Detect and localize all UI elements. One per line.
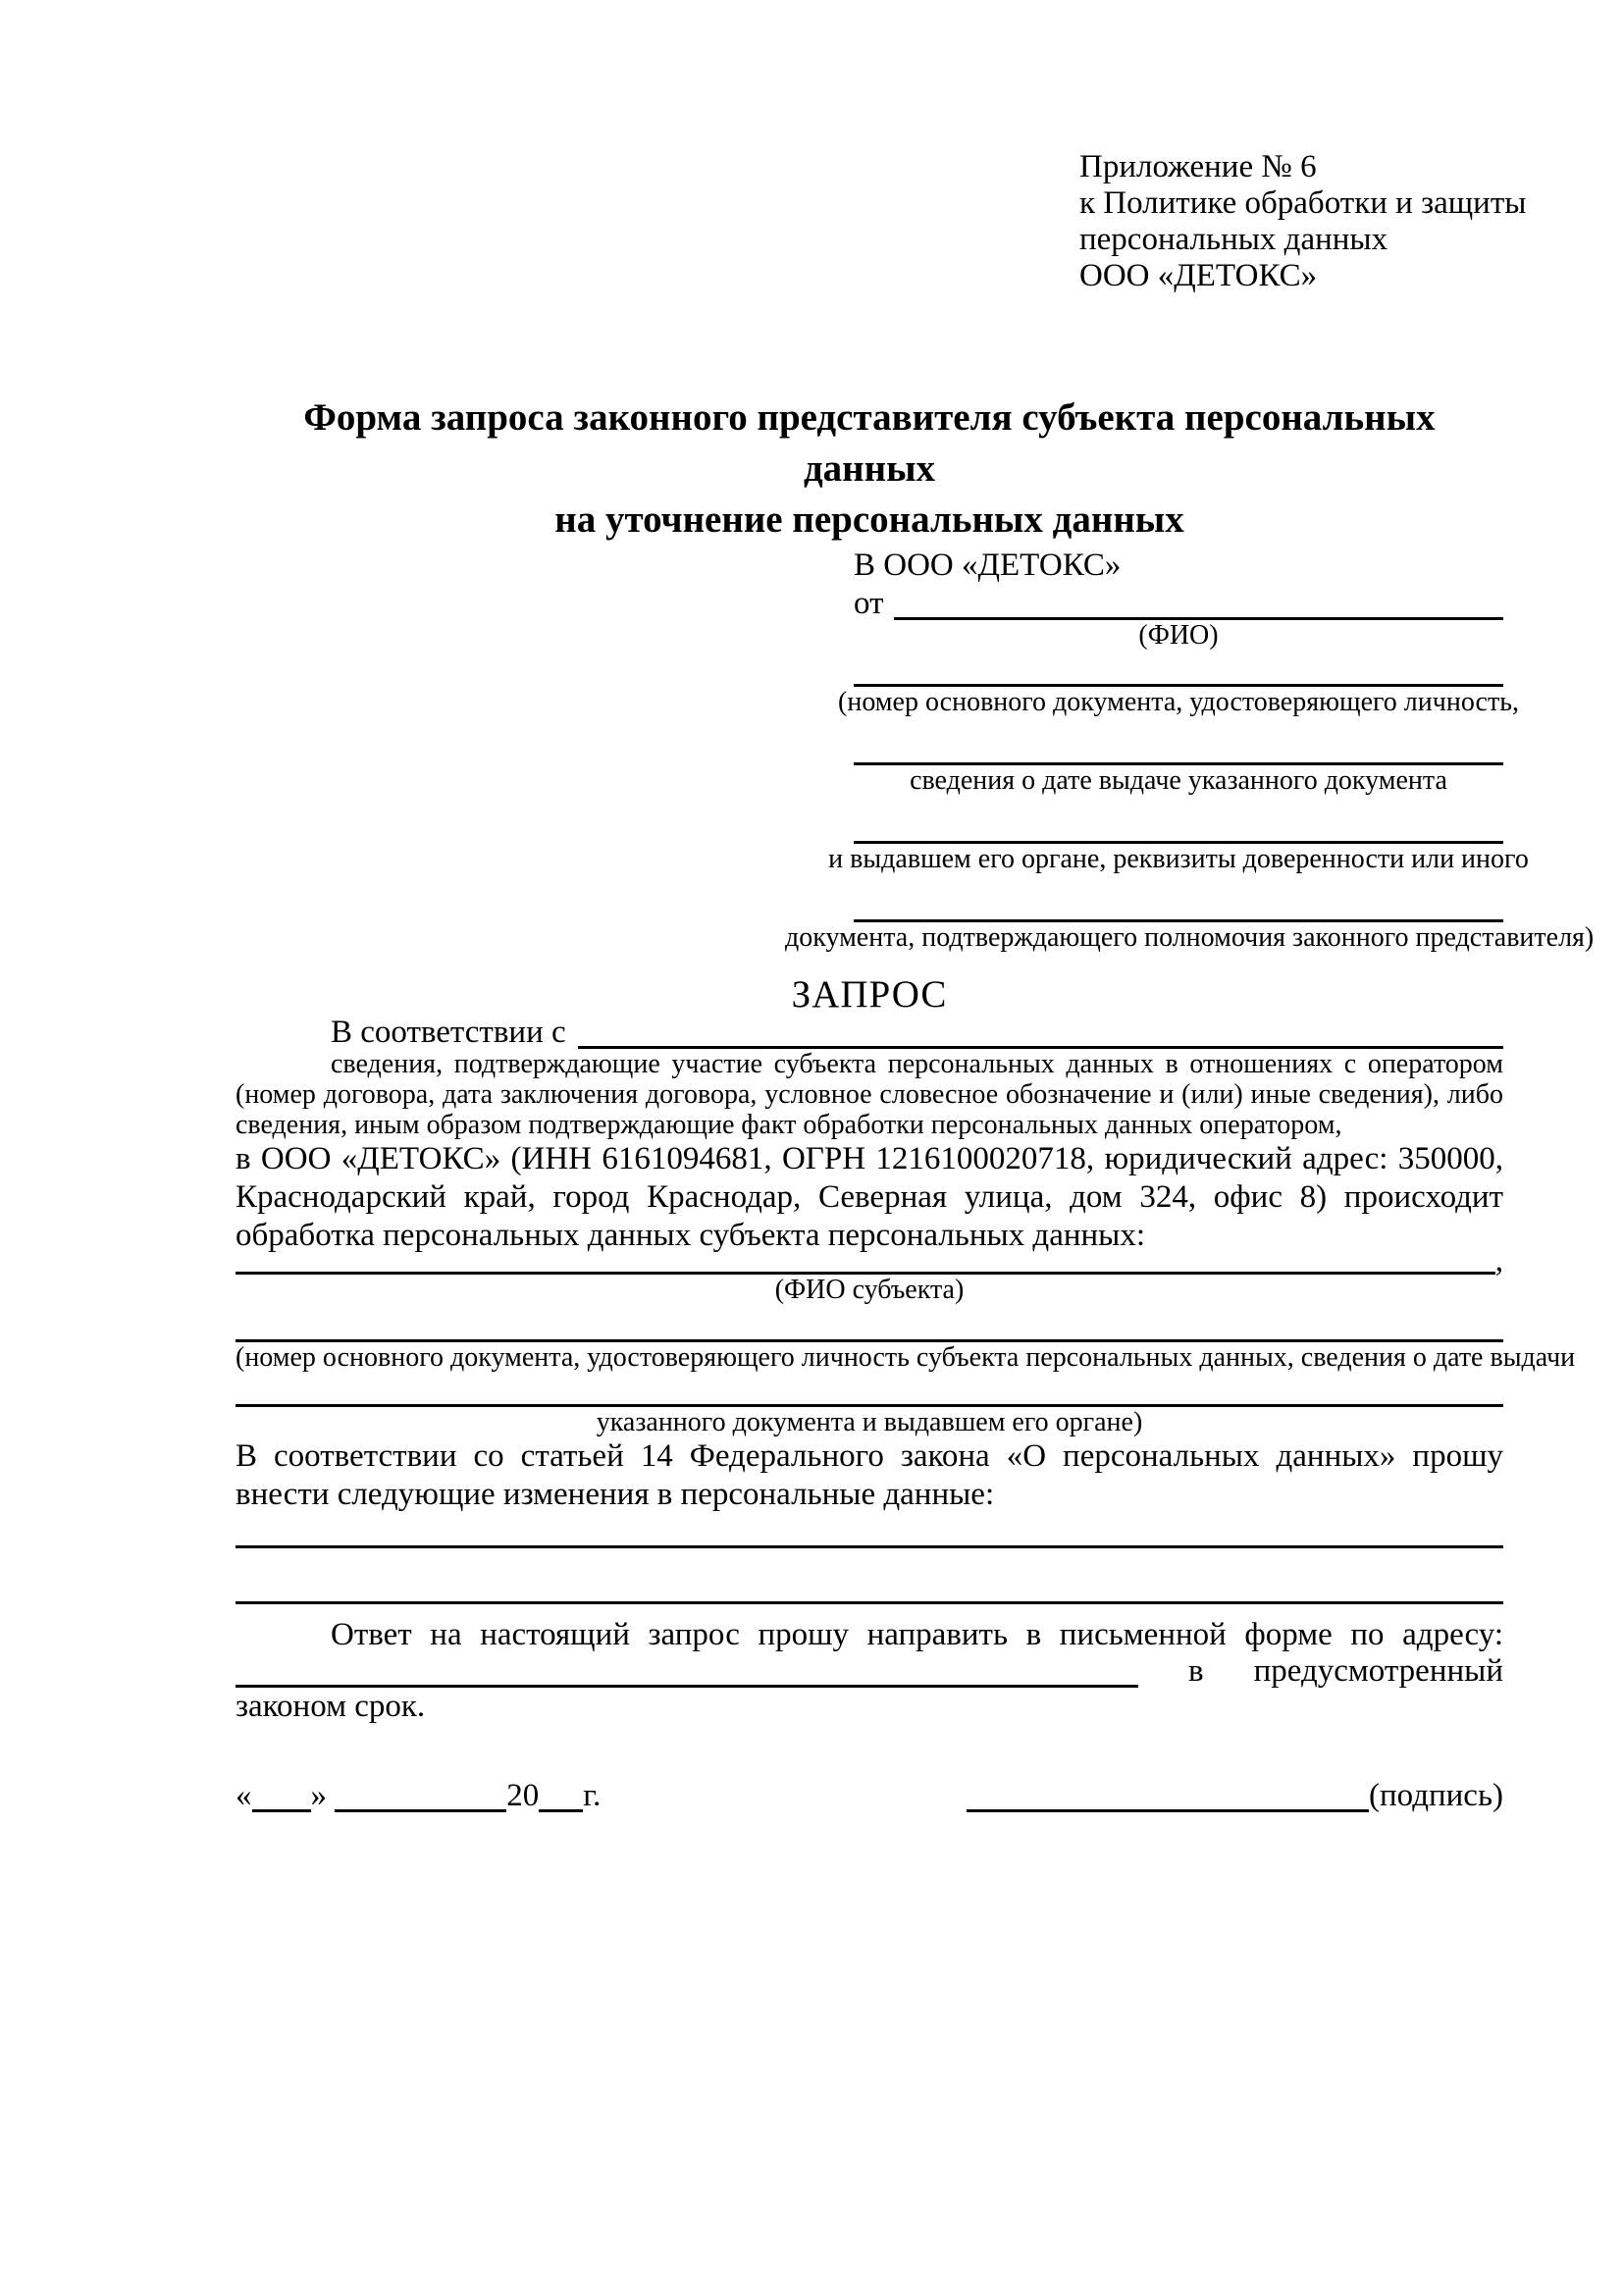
spacer (327, 1780, 335, 1812)
year-blank-line (539, 1809, 583, 1812)
operator-paragraph: в ООО «ДЕТОКС» (ИНН 6161094681, ОГРН 1216100020718, юридический адрес: 350000, Краснодарский край, город Краснодар, Северная улица, дом 324, офис 8) происходит обработка персональных данных субъекта персональных данных: (236, 1141, 1503, 1253)
addressee-block (785, 546, 1595, 953)
from-field (854, 585, 1503, 620)
blank-field-line (854, 796, 1503, 844)
form-title-line: на уточнение персональных данных (554, 498, 1184, 541)
blank-field-line (854, 717, 1503, 765)
appendix-line: ООО «ДЕТОКС» (1079, 258, 1318, 293)
signature-blank-line (967, 1809, 1369, 1812)
quote-close: » (310, 1778, 327, 1813)
addressee-organization: В ООО «ДЕТОКС» (854, 548, 1122, 583)
signature-caption: (подпись) (1369, 1778, 1503, 1813)
intro-footnote: сведения, подтверждающие участие субъекта персональных данных в отношениях с оператором (номер договора, дата заключения договора, условное словесное обозначение и (или) иные сведения), либо сведения, иным образом подтверждающие факт обработки персональных данных оператором, (236, 1049, 1503, 1140)
blank-field-line (236, 1548, 1503, 1604)
field-caption: и выдавшем его органе, реквизиты доверенности или иного (828, 844, 1529, 874)
reply-address-field (236, 1654, 1503, 1688)
field-caption: (номер основного документа, удостоверяющего личность субъекта персональных данных, сведения о дате выдачи (236, 1342, 1576, 1373)
appendix-line: Приложение № 6 (1079, 149, 1317, 184)
field-caption: сведения о дате выдаче указанного документа (910, 765, 1447, 796)
blank-field-line (236, 1373, 1503, 1407)
appendix-line: к Политике обработки и защиты (1079, 185, 1527, 221)
reply-word: предусмотренный (1253, 1653, 1503, 1689)
field-caption: указанного документа и выдавшем его органе) (596, 1407, 1143, 1437)
year-century: 20 (506, 1778, 540, 1813)
change-request-paragraph: В соответствии со статьей 14 Федерального закона «О персональных данных» прошу внести следующие изменения в персональные данные: (236, 1438, 1503, 1512)
month-blank-line (335, 1809, 506, 1812)
form-title (236, 392, 1503, 546)
field-caption: документа, подтверждающего полномочия законного представителя) (785, 922, 1595, 953)
field-caption: (номер основного документа, удостоверяющего личность, (838, 687, 1519, 717)
field-caption: (ФИО) (1138, 620, 1219, 651)
form-title-line: Форма запроса законного представителя субъекта персональных данных (303, 396, 1436, 490)
from-label: от (854, 586, 884, 621)
blank-field-line (854, 651, 1503, 687)
blank-field-line (854, 874, 1503, 922)
quote-open: « (236, 1778, 252, 1813)
day-blank-line (252, 1809, 311, 1812)
trailing-comma: , (1494, 1243, 1503, 1278)
appendix-block (1079, 149, 1527, 294)
year-suffix: г. (583, 1778, 602, 1813)
reply-sentence: Ответ на настоящий запрос прошу направить в письменной форме по адресу: (331, 1617, 1503, 1652)
blank-field-line (236, 1514, 1503, 1548)
intro-label: В соответствии с (331, 1015, 566, 1050)
intro-field (236, 1015, 1503, 1050)
date-signature-row (236, 1773, 1503, 1812)
request-heading: ЗАПРОС (791, 973, 948, 1016)
appendix-line: персональных данных (1079, 222, 1388, 257)
reply-word: в (1188, 1653, 1204, 1689)
date-field (236, 1780, 601, 1812)
subject-name-field (236, 1243, 1503, 1278)
field-caption: (ФИО субъекта) (774, 1275, 965, 1305)
reply-sentence-end: законом срок. (236, 1689, 426, 1724)
signature-field (967, 1780, 1503, 1812)
blank-field-line (236, 1305, 1503, 1342)
